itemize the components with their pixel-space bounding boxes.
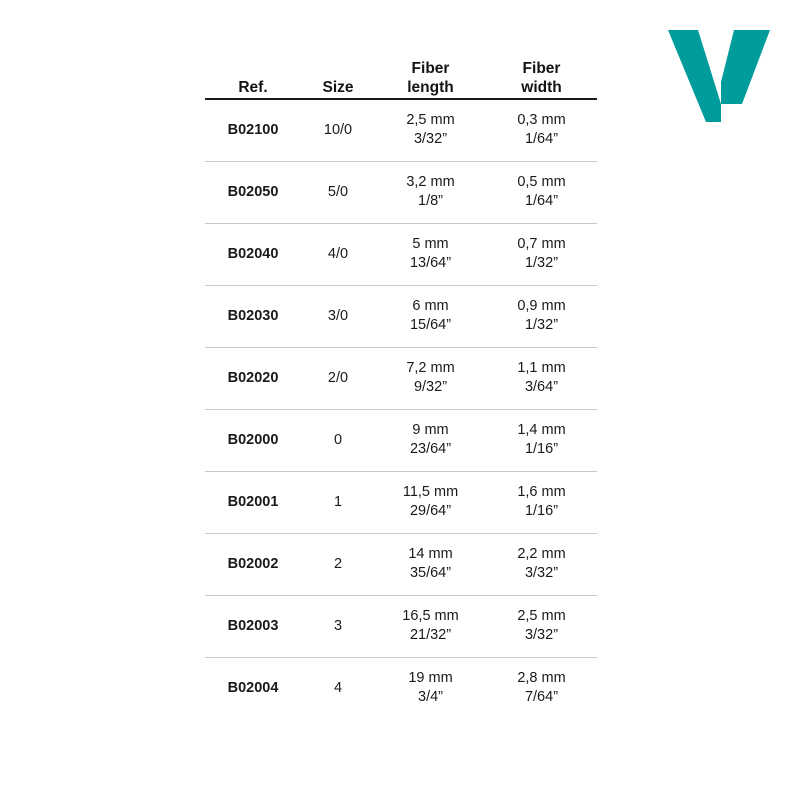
cell-fiber-width-mm: 0,5 mm xyxy=(517,174,566,191)
cell-fiber-length xyxy=(375,533,486,595)
cell-ref: B02000 xyxy=(227,431,279,448)
spec-table-container xyxy=(205,60,597,719)
cell-fiber-length-in: 13/64” xyxy=(409,255,452,272)
cell-ref: B02020 xyxy=(227,369,279,386)
cell-fiber-width xyxy=(486,409,597,471)
spec-table xyxy=(205,60,597,719)
cell-fiber-length xyxy=(375,161,486,223)
cell-fiber-length-mm: 11,5 mm xyxy=(402,484,459,501)
cell-fiber-width-mm: 0,9 mm xyxy=(517,298,566,315)
cell-fiber-length-mm: 16,5 mm xyxy=(402,608,459,625)
cell-size: 4/0 xyxy=(327,245,349,262)
cell-size: 0 xyxy=(333,431,343,448)
cell-fiber-width-in: 1/32” xyxy=(524,255,559,272)
cell-fiber-length-in: 29/64” xyxy=(409,503,452,520)
cell-fiber-width-mm: 1,6 mm xyxy=(517,484,566,501)
cell-fiber-width-in: 1/64” xyxy=(524,131,559,148)
cell-size: 2/0 xyxy=(327,369,349,386)
cell-fiber-width-in: 1/16” xyxy=(524,503,559,520)
cell-fiber-width xyxy=(486,595,597,657)
cell-ref: B02050 xyxy=(227,183,279,200)
brand-logo-v-icon xyxy=(664,20,774,130)
column-header-size-line1: Size xyxy=(322,78,354,96)
cell-fiber-width-mm: 0,3 mm xyxy=(517,112,566,129)
cell-size: 5/0 xyxy=(327,183,349,200)
table-row xyxy=(205,223,597,285)
cell-fiber-width-mm: 1,1 mm xyxy=(517,360,566,377)
cell-fiber-length-in: 3/4” xyxy=(418,689,443,706)
table-row xyxy=(205,409,597,471)
column-header-fiber-width-line1: Fiber xyxy=(522,60,561,77)
cell-ref: B02040 xyxy=(227,245,279,262)
cell-ref: B02004 xyxy=(227,679,279,696)
cell-fiber-length xyxy=(375,471,486,533)
cell-fiber-length xyxy=(375,285,486,347)
cell-fiber-length-in: 9/32” xyxy=(413,379,448,396)
cell-fiber-width-mm: 2,8 mm xyxy=(517,670,566,687)
cell-fiber-length-in: 21/32” xyxy=(409,627,452,644)
cell-fiber-length xyxy=(375,347,486,409)
cell-fiber-width-in: 1/64” xyxy=(524,193,559,210)
cell-size: 3 xyxy=(333,617,343,634)
cell-fiber-width-in: 7/64” xyxy=(524,689,559,706)
cell-fiber-width-mm: 1,4 mm xyxy=(517,422,566,439)
table-row xyxy=(205,471,597,533)
cell-fiber-length-in: 23/64” xyxy=(409,441,452,458)
brand-logo xyxy=(664,20,774,130)
table-row xyxy=(205,99,597,162)
cell-fiber-length-mm: 9 mm xyxy=(412,422,449,439)
cell-fiber-width-mm: 0,7 mm xyxy=(517,236,566,253)
column-header-ref xyxy=(205,60,301,99)
column-header-fiber-length xyxy=(375,60,486,99)
cell-fiber-length xyxy=(375,657,486,719)
cell-fiber-width xyxy=(486,223,597,285)
cell-size: 4 xyxy=(333,679,343,696)
cell-ref: B02002 xyxy=(227,555,279,572)
cell-size: 1 xyxy=(333,493,343,510)
cell-fiber-width-in: 3/32” xyxy=(524,627,559,644)
table-header xyxy=(205,60,597,99)
cell-fiber-length xyxy=(375,99,486,162)
cell-fiber-length-mm: 3,2 mm xyxy=(406,174,455,191)
cell-ref: B02030 xyxy=(227,307,279,324)
cell-fiber-length-in: 3/32” xyxy=(413,131,448,148)
column-header-fiber-width-line2: width xyxy=(521,78,562,96)
cell-size: 2 xyxy=(333,555,343,572)
column-header-size xyxy=(301,60,375,99)
table-row xyxy=(205,533,597,595)
cell-fiber-length-mm: 6 mm xyxy=(412,298,449,315)
cell-fiber-length-mm: 14 mm xyxy=(408,546,453,563)
cell-fiber-length xyxy=(375,595,486,657)
cell-fiber-width xyxy=(486,471,597,533)
cell-fiber-length-in: 35/64” xyxy=(409,565,452,582)
cell-fiber-width xyxy=(486,347,597,409)
cell-fiber-width xyxy=(486,161,597,223)
cell-ref: B02003 xyxy=(227,617,279,634)
cell-fiber-width-mm: 2,2 mm xyxy=(517,546,566,563)
cell-fiber-length-mm: 7,2 mm xyxy=(406,360,455,377)
column-header-fiber-length-line2: length xyxy=(407,78,454,96)
cell-fiber-width-in: 3/32” xyxy=(524,565,559,582)
table-row xyxy=(205,161,597,223)
cell-fiber-width xyxy=(486,533,597,595)
table-header-row xyxy=(205,60,597,99)
cell-fiber-width xyxy=(486,99,597,162)
cell-fiber-length-in: 15/64” xyxy=(409,317,452,334)
table-row xyxy=(205,285,597,347)
cell-fiber-length-mm: 2,5 mm xyxy=(406,112,455,129)
cell-ref: B02001 xyxy=(227,493,279,510)
column-header-ref-line1: Ref. xyxy=(238,78,268,96)
cell-fiber-width xyxy=(486,657,597,719)
cell-fiber-width-in: 1/32” xyxy=(524,317,559,334)
cell-fiber-length-mm: 19 mm xyxy=(408,670,453,687)
cell-fiber-width xyxy=(486,285,597,347)
cell-fiber-length-mm: 5 mm xyxy=(412,236,449,253)
cell-fiber-width-in: 1/16” xyxy=(524,441,559,458)
column-header-fiber-length-line1: Fiber xyxy=(411,60,450,77)
cell-fiber-width-mm: 2,5 mm xyxy=(517,608,566,625)
cell-fiber-width-in: 3/64” xyxy=(524,379,559,396)
cell-ref: B02100 xyxy=(227,121,279,138)
table-row xyxy=(205,657,597,719)
cell-fiber-length xyxy=(375,409,486,471)
table-row xyxy=(205,595,597,657)
cell-size: 10/0 xyxy=(323,121,353,138)
column-header-fiber-width xyxy=(486,60,597,99)
table-body xyxy=(205,99,597,719)
table-row xyxy=(205,347,597,409)
cell-size: 3/0 xyxy=(327,307,349,324)
cell-fiber-length-in: 1/8” xyxy=(418,193,443,210)
cell-fiber-length xyxy=(375,223,486,285)
